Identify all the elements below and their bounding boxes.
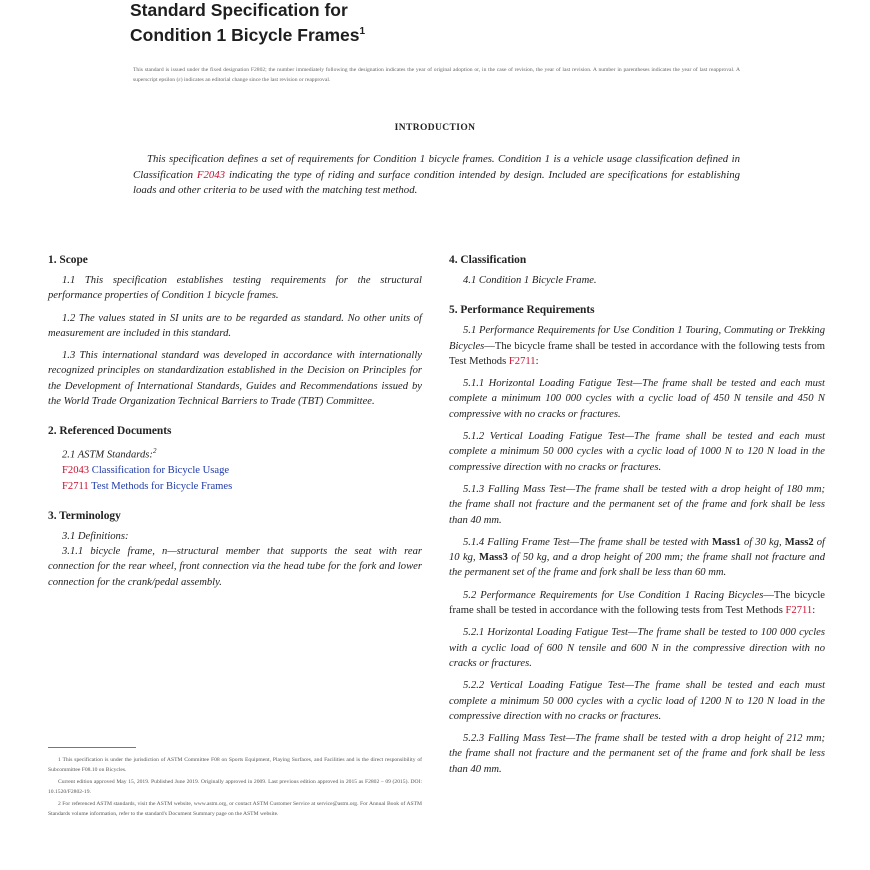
performance-5-1-3: 5.1.3 Falling Mass Test—The frame shall be tested with a drop height of 180 mm; the frame shall not fracture and the permanent set of the frame and fork shall be less than 40 mm. xyxy=(449,483,825,526)
left-column xyxy=(48,252,422,590)
scope-1-2: 1.2 The values stated in SI units are to be regarded as standard. No other units of measurement are included in this standard. xyxy=(48,312,422,339)
link-f2043[interactable]: F2043 xyxy=(196,168,226,181)
reference-f2711[interactable]: F2711 Test Methods for Bicycle Frames xyxy=(62,480,233,492)
footnote-1-edition: Current edition approved May 15, 2019. Published June 2019. Originally approved in 2009. Last previous edition approved in 2015 as F2802 – 09 (2015). DOI: 10.1520/F2802-19. xyxy=(48,779,422,795)
footnotes xyxy=(48,756,422,823)
performance-5-2: 5.2 Performance Requirements for Use Condition 1 Racing Bicycles—The bicycle frame shall be tested in accordance with the following tests from Test Methods F2711: xyxy=(449,589,825,617)
introduction-text: This specification defines a set of requirements for Condition 1 bicycle frames. Condition 1 is a vehicle usage classification defined in Classification F2043 indicating the type of riding and surface condition intended by design. Included are specifications for establishing loads and other criteria to be used with the matching test method. xyxy=(133,153,740,196)
section-performance-heading: 5. Performance Requirements xyxy=(449,304,595,317)
title-line-1: Standard Specification for xyxy=(130,0,348,20)
section-terminology-heading: 3. Terminology xyxy=(48,509,121,522)
section-classification-heading: 4. Classification xyxy=(449,254,527,266)
performance-5-1-4: 5.1.4 Falling Frame Test—The frame shall be tested with Mass1 of 30 kg, Mass2 of 10 kg, Mass3 of 50 kg, and a drop height of 200 mm; the frame shall not fracture and the permanent set of the frame and fork shall be less than 60 mm. xyxy=(449,536,826,579)
section-scope-heading: 1. Scope xyxy=(48,254,88,266)
performance-5-2-3: 5.2.3 Falling Mass Test—The frame shall be tested with a drop height of 212 mm; the frame shall not fracture and the permanent set of the frame and fork shall be less than 40 mm. xyxy=(449,733,825,775)
definitions-label: 3.1 Definitions: xyxy=(62,530,129,542)
designation-notice: This standard is issued under the fixed designation F2802; the number immediately following the designation indicates the year of original adoption or, in the case of revision, the year of last revision. A number in parentheses indicates the year of last reapproval. A superscript epsilon (ε) indicates an editorial change since the last revision or reapproval. xyxy=(133,67,740,83)
performance-5-2-2: 5.2.2 Vertical Loading Fatigue Test—The frame shall be tested and each must complete a minimum 50 000 cycles with a cyclic load of 1200 N to 120 N load in the compressive direction with no cracks or fractures. xyxy=(449,680,826,722)
footnote-2: 2 For referenced ASTM standards, visit the ASTM website, www.astm.org, or contact ASTM Customer Service at service@astm.org. For Annual Book of ASTM Standards volume information, refer to the standard's Document Summary page on the ASTM website. xyxy=(48,801,422,817)
section-referenced-heading: 2. Referenced Documents xyxy=(48,425,172,438)
title-footnote-mark: 1 xyxy=(359,26,366,37)
performance-5-1: 5.1 Performance Requirements for Use Condition 1 Touring, Commuting or Trekking Bicycles—The bicycle frame shall be tested in accordance with the following tests from Test Methods F2711: xyxy=(449,325,825,367)
scope-1-3: 1.3 This international standard was developed in accordance with internationally recognized principles on standardization established in the Decision on Principles for the Development of International Standards, Guides and Recommendations issued by the World Trade Organization Technical Barriers to Trade (TBT) Committee. xyxy=(48,350,422,408)
right-column xyxy=(449,252,825,777)
performance-5-1-1: 5.1.1 Horizontal Loading Fatigue Test—The frame shall be tested and each must complete a minimum 100 000 cycles with a cyclic load of 450 N tensile and 450 N compressive with no cracks or fractures. xyxy=(449,378,825,420)
introduction-heading: INTRODUCTION xyxy=(394,123,476,133)
footnote-divider xyxy=(48,747,136,748)
definition-bicycle-frame: 3.1.1 bicycle frame, n—structural member that supports the seat with rear connection for the rear wheel, front connection via the head tube for the fork and lower connection for the crank/pedal assembly. xyxy=(48,546,422,588)
performance-5-2-1: 5.2.1 Horizontal Loading Fatigue Test—The frame shall be tested to 100 000 cycles with a cyclic load of 600 N tensile and 600 N in the compressive direction with no cracks or fractures. xyxy=(449,627,826,669)
performance-5-1-2: 5.1.2 Vertical Loading Fatigue Test—The frame shall be tested and each must complete a minimum 50 000 cycles with a cyclic load of 1000 N to 120 N load in the compressive direction with no cracks or fractures. xyxy=(449,431,826,473)
astm-standards-label: 2.1 ASTM Standards:$^2$ xyxy=(62,447,157,461)
link-f2711-b[interactable]: F2711 xyxy=(785,605,813,617)
link-f2711[interactable]: F2711 xyxy=(508,355,536,367)
title-line-2: Condition 1 Bicycle Frames$^1$ xyxy=(130,25,366,45)
reference-f2043[interactable]: F2043 Classification for Bicycle Usage xyxy=(62,465,230,477)
document-title xyxy=(130,0,365,46)
scope-1-1: 1.1 This specification establishes testing requirements for the structural performance properties of Condition 1 bicycle frames. xyxy=(48,275,422,302)
classification-4-1: 4.1 Condition 1 Bicycle Frame. xyxy=(463,275,597,286)
footnote-1: 1 This specification is under the jurisdiction of ASTM Committee F08 on Sports Equipment, Playing Surfaces, and Facilities and is the direct responsibility of Subcommittee F08.10 on Bicycles. xyxy=(48,757,422,773)
